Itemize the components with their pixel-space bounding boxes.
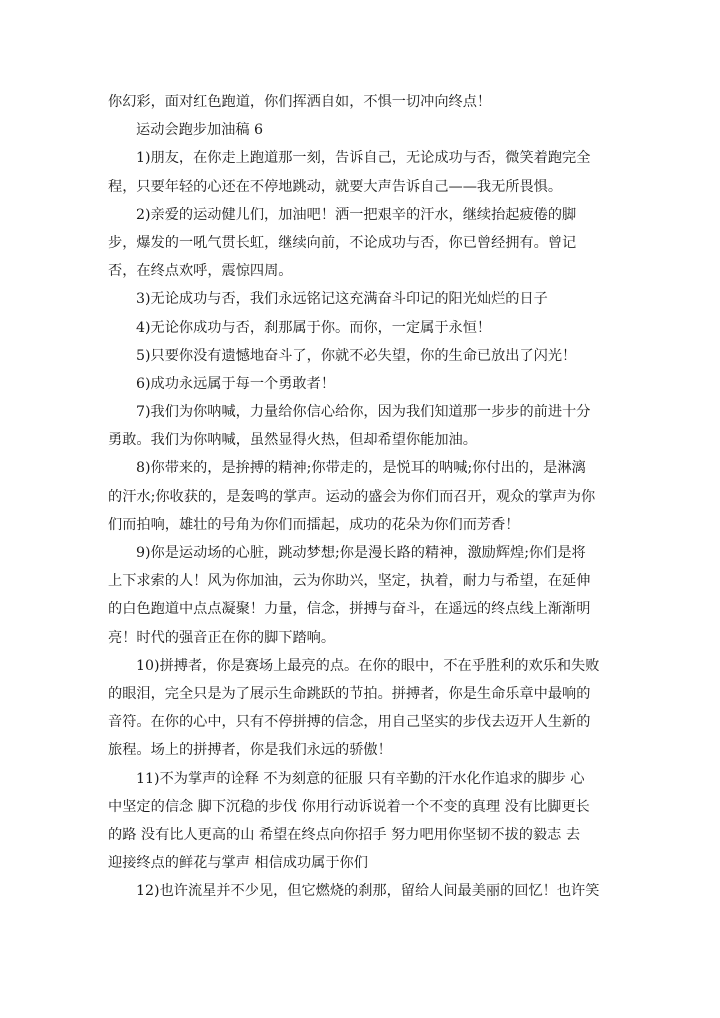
text-line: 3)无论成功与否，我们永远铭记这充满奋斗印记的阳光灿烂的日子 <box>136 291 548 308</box>
text-line: 11)不为掌声的诠释 不为刻意的征服 只有辛勤的汗水化作追求的脚步 心 <box>136 770 585 787</box>
text-line: 的汗水;你收获的，是轰鸣的掌声。运动的盛会为你们而召开，观众的掌声为你 <box>108 488 596 505</box>
text-line: 否，在终点欢呼，震惊四周。 <box>108 263 293 280</box>
text-line: 程，只要年轻的心还在不停地跳动，就要大声告诉自己——我无所畏惧。 <box>108 178 563 195</box>
text-line: 的白色跑道中点点凝聚！力量，信念，拼搏与奋斗，在遥远的终点线上渐渐明 <box>108 601 591 618</box>
text-line: 的路 没有比人更高的山 希望在终点向你招手 努力吧用你坚韧不拔的毅志 去 <box>108 826 581 843</box>
text-line: 音符。在你的心中，只有不停拼搏的信念，用自己坚实的步伐去迈开人生新的 <box>108 714 591 731</box>
text-line: 6)成功永远属于每一个勇敢者！ <box>136 375 336 392</box>
text-line: 中坚定的信念 脚下沉稳的步伐 你用行动诉说着一个不变的真理 没有比脚更长 <box>108 798 590 815</box>
text-line: 1)朋友，在你走上跑道那一刻，告诉自己，无论成功与否，微笑着跑完全 <box>136 150 591 167</box>
text-line: 勇敢。我们为你呐喊，虽然显得火热，但却希望你能加油。 <box>108 432 477 449</box>
text-line: 2)亲爱的运动健儿们，加油吧！洒一把艰辛的汗水，继续抬起疲倦的脚 <box>136 206 577 223</box>
text-line: 的眼泪，完全只是为了展示生命跳跃的节拍。拼搏者，你是生命乐章中最响的 <box>108 685 591 702</box>
text-line: 们而拍响，雄壮的号角为你们而擂起，成功的花朵为你们而芳香！ <box>108 516 520 533</box>
text-line: 4)无论你成功与否，刹那属于你。而你，一定属于永恒！ <box>136 319 492 336</box>
text-line: 上下求索的人！风为你加油，云为你助兴，坚定，执着，耐力与希望，在延伸 <box>108 573 591 590</box>
text-line: 步，爆发的一吼气贯长虹，继续向前，不论成功与否，你已曾经拥有。曾记 <box>108 234 577 251</box>
text-line: 12)也许流星并不少见，但它燃烧的刹那，留给人间最美丽的回忆！也许笑 <box>136 883 600 900</box>
text-line: 8)你带来的，是拚搏的精神;你带走的，是悦耳的呐喊;你付出的，是淋漓 <box>136 460 586 477</box>
document-body <box>108 88 614 905</box>
text-line: 10)拼搏者，你是赛场上最亮的点。在你的眼中，不在乎胜利的欢乐和失败 <box>136 657 600 674</box>
text-line: 9)你是运动场的心脏，跳动梦想;你是漫长路的精神，激励辉煌;你们是将 <box>136 545 586 561</box>
text-line: 亮！时代的强音正在你的脚下踏响。 <box>108 629 336 646</box>
text-line: 你幻彩，面对红色跑道，你们挥洒自如，不惧一切冲向终点！ <box>108 94 492 110</box>
text-line: 旅程。场上的拼搏者，你是我们永远的骄傲！ <box>108 742 392 759</box>
text-line: 运动会跑步加油稿 6 <box>136 122 264 139</box>
text-line: 7)我们为你呐喊，力量给你信心给你，因为我们知道那一步步的前进十分 <box>136 404 591 421</box>
text-line: 5)只要你没有遗憾地奋斗了，你就不必失望，你的生命已放出了闪光！ <box>136 347 577 364</box>
text-line: 迎接终点的鲜花与掌声 相信成功属于你们 <box>108 855 368 872</box>
